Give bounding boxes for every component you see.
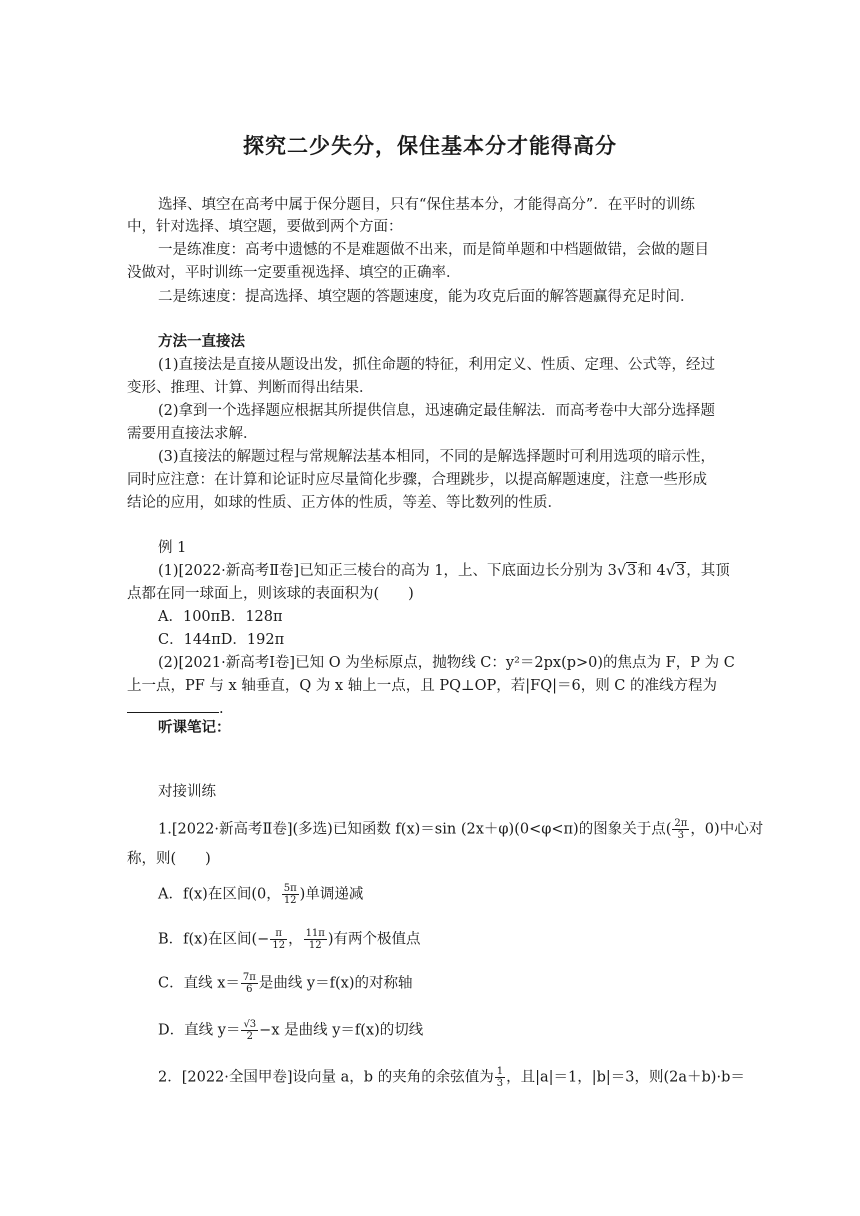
answer-options: A．100πB．128π <box>158 609 283 625</box>
option-b <box>158 928 421 951</box>
fraction <box>495 1066 505 1089</box>
training-label: 对接训练 <box>158 784 216 800</box>
option-c <box>158 972 413 995</box>
intro-line: 没做对，平时训练一定要重视选择、填空的正确率． <box>127 265 461 281</box>
fraction-denominator: 12 <box>283 895 297 906</box>
intro-line: 选择、填空在高考中属于保分题目，只有“保住基本分，才能得高分”．在平时的训练 <box>158 197 695 213</box>
option-d <box>158 1019 423 1042</box>
option-text: D．直线 y＝ <box>158 1022 241 1039</box>
notes-label: 听课笔记： <box>158 720 231 736</box>
fraction-numerator: 2π <box>674 818 688 829</box>
question-text: 1.[2022·新高考Ⅱ卷](多选)已知函数 f(x)＝sin (2x＋φ)(0<φ<π)的图象关于点( <box>158 821 672 838</box>
fraction <box>241 972 258 995</box>
example-question-line <box>158 560 730 582</box>
fraction-denominator: 3 <box>677 830 685 841</box>
question-text: 和 4 <box>637 563 666 579</box>
option-text: A．f(x)在区间(0， <box>158 886 281 903</box>
method-paragraph-line: (2)拿到一个选择题应根据其所提供信息，迅速确定最佳解法．而高考卷中大部分选择题 <box>158 403 716 419</box>
example-label: 例 1 <box>158 540 187 556</box>
page-title: 探究二少失分，保住基本分才能得高分 <box>243 134 617 158</box>
method-paragraph-line: 结论的应用，如球的性质、正方体的性质，等差、等比数列的性质． <box>127 495 562 511</box>
option-text: )有两个极值点 <box>327 931 421 948</box>
example-question-line: 上一点，PF 与 x 轴垂直，Q 为 x 轴上一点，且 PQ⊥OP，若|FQ|＝6，则 C 的准线方程为 <box>127 678 718 694</box>
fraction <box>241 1019 258 1042</box>
fraction-numerator: 5π <box>283 883 297 894</box>
question-text: (1)[2022·新高考Ⅱ卷]已知正三棱台的高为 1，上、下底面边长分别为 3 <box>158 563 617 579</box>
method-paragraph-line: 需要用直接法求解． <box>127 426 258 442</box>
answer-blank <box>127 698 219 713</box>
option-text: ， <box>288 931 303 948</box>
fraction-numerator: 11π <box>305 928 325 939</box>
sqrt-symbol: √3 <box>616 563 637 579</box>
fraction <box>270 928 287 951</box>
fraction-denominator: 12 <box>272 940 286 951</box>
option-a <box>158 883 363 906</box>
option-text: −x 是曲线 y＝f(x)的切线 <box>259 1022 424 1039</box>
sqrt-symbol: √3 <box>665 563 686 579</box>
option-text: B．f(x)在区间(− <box>158 931 270 948</box>
training-question-line: 称，则( ) <box>127 851 211 867</box>
method-paragraph-line: 变形、推理、计算、判断而得出结果． <box>127 380 374 396</box>
fraction-denominator: 6 <box>246 984 253 995</box>
fraction <box>282 883 299 906</box>
question-text: 2．[2022·全国甲卷]设向量 a，b 的夹角的余弦值为 <box>158 1069 494 1086</box>
example-question-line: 点都在同一球面上，则该球的表面积为( ) <box>127 586 414 602</box>
question-text: ，其顶 <box>686 563 730 579</box>
method-paragraph-line: 同时应注意：在计算和论证时应尽量简化步骤，合理跳步，以提高解题速度，注意一些形成 <box>127 472 707 488</box>
method-heading: 方法一直接法 <box>158 334 245 350</box>
example-question-line: (2)[2021·新高考Ⅰ卷]已知 O 为坐标原点，抛物线 C：y²＝2px(p>0)的焦点为 F，P 为 C <box>158 655 735 671</box>
intro-line: 中，针对选择、填空题，要做到两个方面： <box>127 219 403 235</box>
fraction-denominator: 12 <box>308 940 322 951</box>
fraction-denominator: 3 <box>496 1078 504 1089</box>
training-question-line <box>158 818 763 841</box>
intro-line: 一是练准度：高考中遗憾的不是难题做不出来，而是简单题和中档题做错，会做的题目 <box>158 242 709 258</box>
option-text: 是曲线 y＝f(x)的对称轴 <box>258 975 413 992</box>
option-text: C．直线 x＝ <box>158 975 240 992</box>
fraction <box>672 818 689 841</box>
fraction-numerator: √3 <box>243 1019 257 1030</box>
answer-options: C．144πD．192π <box>158 632 285 648</box>
sqrt-radicand: 3 <box>627 563 637 579</box>
sqrt-radicand: 3 <box>675 563 686 579</box>
fraction-numerator: 7π <box>242 972 256 983</box>
option-text: )单调递减 <box>299 886 364 903</box>
method-paragraph-line: (1)直接法是直接从题设出发，抓住命题的特征，利用定义、性质、定理、公式等，经过 <box>158 357 716 373</box>
method-paragraph-line: (3)直接法的解题过程与常规解法基本相同，不同的是解选择题时可利用选项的暗示性， <box>158 449 716 465</box>
fraction <box>304 928 327 951</box>
question-text: ，且|a|＝1，|b|＝3，则(2a＋b)·b＝ <box>506 1069 745 1086</box>
question-text: . <box>219 701 224 717</box>
fraction-denominator: 2 <box>246 1031 253 1042</box>
fraction-numerator: π <box>270 928 287 940</box>
question-text: ，0)中心对 <box>690 821 764 838</box>
fraction-numerator: 1 <box>496 1066 504 1077</box>
training-question-line <box>158 1066 745 1089</box>
intro-line: 二是练速度：提高选择、填空题的答题速度，能为攻克后面的解答题赢得充足时间． <box>158 289 695 305</box>
